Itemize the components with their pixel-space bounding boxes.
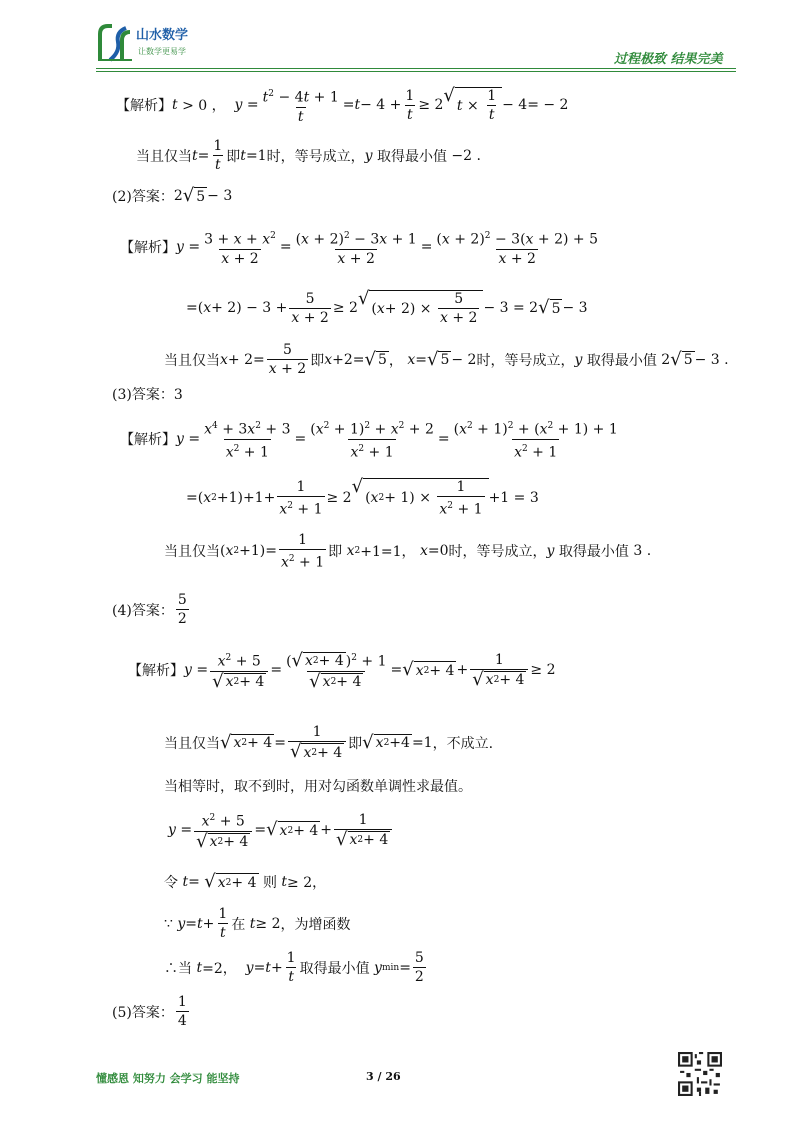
footer-motto: 懂感恩 知努力 会学习 能坚持 (96, 1072, 240, 1085)
answer-2: (2)答案： 2 √ 5 − 3 (112, 185, 233, 206)
logo-name: 山水数学 (136, 28, 189, 43)
text-ji: 即 (310, 352, 325, 369)
header-slogan: 过程极致 结果完美 (614, 52, 723, 67)
solution-1-line: 【解析】 t > 0 ， y = $\frac{t^2 - 4t + 1}{t}$ = t − 4 + $\frac{1}{t}$ ≥ 2 √ t × $\frac{1}{t}$ − 4= − 2 (116, 85, 569, 125)
header-rule (96, 68, 736, 69)
answer-5-label: (5)答案： (112, 1004, 174, 1021)
answer-3-label: (3)答案：3 (112, 387, 183, 403)
text-qu2: 取得最小值 (299, 960, 370, 977)
solution-4-rewrite: y = $x^2 + 5$ √ x 2 + 4 = √ x 2 + 4 + 1 √ x 2 + 4 (168, 810, 394, 851)
analysis-label: 【解析】 (120, 432, 176, 449)
text-ji: 即 (348, 735, 363, 752)
text-ji: 即 (328, 544, 343, 561)
solution-4-monotonic: ∵ y = t + $\frac{1}{t}$ 在 t ≥ 2 ，为增函数 (164, 906, 351, 941)
analysis-label: 【解析】 (116, 98, 172, 115)
answer-3 (112, 384, 183, 404)
solution-2-line1: 【解析】 y = $\frac{3 + x + x^2}{x + 2}$ = $\frac{(x + 2)^2 - 3x + 1}{x + 2}$ = $\frac{(x + 2)^2 - 3(x + 2) + 5}{x + 2}$ (120, 231, 598, 267)
text-when: 当且仅当 (164, 544, 220, 561)
text-ze: 则 (262, 875, 277, 891)
text-note: 当相等时，取不到时，用对勾函数单调性求最值。 (164, 779, 472, 795)
solution-4-substitution: 令 t = √ x 2 + 4 则 t ≥ 2， (164, 871, 327, 892)
text-bucheng: ，不成立. (432, 735, 494, 752)
text-ji: 即 (226, 148, 241, 165)
solution-3-line2: =( x 2 +1)+1+ $\frac{1}{x^2 + 1}$ ≥ 2 √ ( x 2 + 1) × $\frac{1}{x^2 + 1}$ +1 = 3 (186, 476, 539, 518)
text-shi: 时，等号成立， (448, 544, 547, 561)
solution-3-line1: 【解析】 y = $\frac{x^4 + 3x^2 + 3}{x^2 + 1}$ = $\frac{(x^2 + 1)^2 + x^2 + 2}{x^2 + 1}$ = $\frac{(x^2 + 1)^2 + (x^2 + 1) + 1}{x^2 + 1}$ (120, 421, 618, 461)
solution-2-equality: 当且仅当 x + 2= $\frac{5}{x + 2}$ 即 x +2= √ 5 ， x = √ 5 − 2 时，等号成立， y 取得最小值 2 √ 5 − 3 . (164, 342, 729, 377)
answer-2-label: (2)答案： (112, 189, 174, 205)
answer-4-label: (4)答案： (112, 602, 174, 619)
text-when: 当且仅当 (136, 148, 192, 165)
answer-5: (5)答案： $\frac{1}{4}$ (112, 994, 187, 1029)
text-zeng: ，为增函数 (280, 916, 351, 933)
because-symbol: ∵ (164, 915, 173, 932)
text-ling: 令 (164, 875, 178, 891)
solution-4-line1: 【解析】 y = $x^2 + 5$ √ x 2 + 4 = ( √ x 2 + 4 )$^2$ + 1 √ x 2 + 4 = √ x 2 + 4 + 1 √ x 2 + 4 ≥ 2 (128, 649, 556, 692)
solution-4-conclusion: ∴当 t =2， y = t + $\frac{1}{t}$ 取得最小值 y min = $\frac{5}{2}$ (164, 950, 424, 985)
solution-2-line2: =( x + 2) − 3 + $\frac{5}{x + 2}$ ≥ 2 √ ( x + 2) × $\frac{5}{x + 2}$ − 3 = 2 √ 5 − 3 (186, 288, 588, 326)
answer-4: (4)答案： $\frac{5}{2}$ (112, 592, 187, 627)
logo-icon (96, 22, 134, 62)
analysis-label: 【解析】 (128, 663, 184, 680)
text-qu: 取得最小值 (586, 352, 657, 369)
text-shi: 时，等号成立， (476, 352, 575, 369)
page-number: 3 / 26 (366, 1070, 401, 1083)
text-qu: 取得最小值 (558, 544, 629, 561)
qr-code-icon (678, 1052, 722, 1096)
text-when: 当且仅当 (164, 735, 220, 752)
text-shi: 时，等号成立， (266, 148, 365, 165)
logo-subtitle: 让数学更易学 (138, 47, 186, 56)
text-when: 当且仅当 (164, 352, 220, 369)
solution-1-equality: 当且仅当 t = $\frac{1}{t}$ 即 t =1 时，等号成立， y 取得最小值 −2 . (136, 138, 481, 173)
header-rule-2 (96, 71, 736, 72)
solution-3-equality: 当且仅当 ( x 2 +1)= $\frac{1}{x^2 + 1}$ 即 x 2 +1=1， x =0 时，等号成立， y 取得最小值 3 . (164, 532, 652, 571)
solution-4-equality: 当且仅当 √ x 2 + 4 = 1 √ x 2 + 4 即 √ x 2 +4 =1 ，不成立. (164, 724, 494, 762)
therefore-symbol: ∴当 (164, 960, 192, 977)
analysis-label: 【解析】 (120, 240, 176, 257)
solution-4-note (164, 776, 472, 796)
text-qu: 取得最小值 (376, 148, 447, 165)
text-zai: 在 (231, 916, 246, 933)
